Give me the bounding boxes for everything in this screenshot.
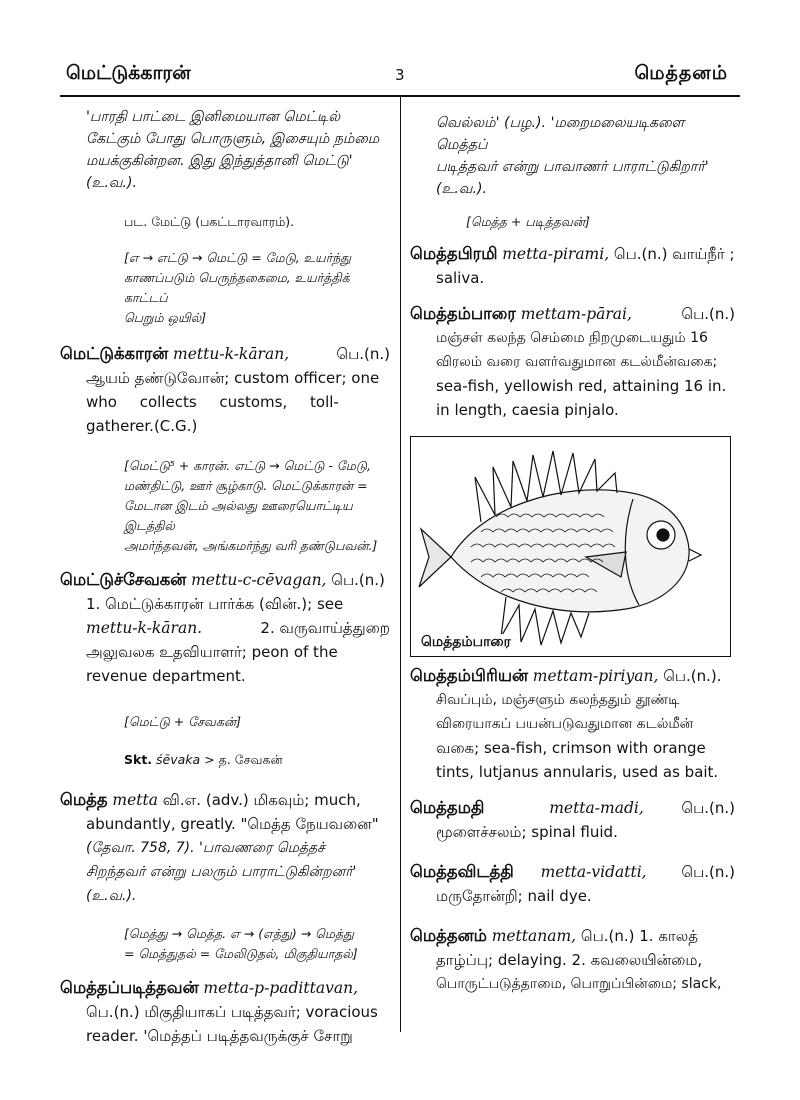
entry-line: in length, caesia pinjalo. xyxy=(436,401,619,419)
entry-line: விரலம் வரை வளர்வதுமான கடல்மீன்வகை; xyxy=(436,354,718,370)
entry-metta-madi xyxy=(410,796,735,844)
entry-headword: மெத்த xyxy=(60,790,108,809)
running-head-left: மெட்டுக்காரன் xyxy=(66,62,191,84)
entry-line: பெ.(n.) மிகுதியாகப் படித்தவர்; voracious xyxy=(86,1003,378,1021)
entry-line: gatherer.(C.G.) xyxy=(86,417,198,435)
entry-mettam-piriyan xyxy=(410,664,735,784)
entry-headword: மெத்தபிரமி xyxy=(410,244,498,263)
etym-line: அமர்ந்தவன், அங்கமர்ந்து வரி தண்டுபவன்.] xyxy=(124,538,378,553)
etym-line: மேடான இடம் அல்லது ஊரையொட்டிய இடத்தில் xyxy=(124,498,353,533)
etymology: [மெத்த + படித்தவன்] xyxy=(466,214,590,229)
entry-transliteration: metta-madi, xyxy=(549,799,644,817)
entry-pos: பெ.(n.) வாய்நீர் ; xyxy=(613,245,735,263)
entry-headword: மெட்டுச்சேவகன் xyxy=(60,570,187,589)
entry-transliteration: metta-vidatti, xyxy=(540,863,647,881)
fish-drawing xyxy=(411,437,730,656)
entry-headword: மெத்தவிடத்தி xyxy=(410,862,514,881)
etym-line: [மெத்து → மெத்த. எ → (எத்து) → மெத்து xyxy=(124,926,354,941)
entry-line: மருதோன்றி; nail dye. xyxy=(436,887,592,905)
etym-line: காணப்படும் பெருந்தகைமை, உயர்த்திக் காட்டப் xyxy=(124,270,350,305)
running-head-right: மெத்தனம் xyxy=(634,62,728,84)
entry-mettanam xyxy=(410,924,735,996)
entry-transliteration: mettu-k-kāran, xyxy=(173,345,290,363)
etymology xyxy=(60,248,390,328)
etym-line: மண்திட்டு, ஊர் சூழ்காடு. மெட்டுக்காரன் = xyxy=(124,478,368,493)
entry-line: 1. மெட்டுக்காரன் பார்க்க (வின்.); see xyxy=(86,595,344,613)
entry-line: abundantly, greatly. "மெத்த நேயவனை" xyxy=(86,815,379,833)
quote-line: 'பாரதி பாட்டை இனிமையான மெட்டில் xyxy=(86,109,341,125)
entry-line: தாழ்ப்பு; delaying. 2. கவலையின்மை, xyxy=(436,951,703,969)
quote-line: கேட்கும் போது பொருளும், இசையும் நம்மை xyxy=(86,131,380,147)
cross-reference: பட. மேட்டு (பகட்டாரவாரம்). xyxy=(124,214,295,229)
entry-transliteration: metta-p-padittavan, xyxy=(203,979,358,997)
entry-headword: மெட்டுக்காரன் xyxy=(60,344,169,363)
entry-pos: பெ.(n.) xyxy=(681,799,735,817)
quote-line: வெல்லம்' (பழ.). 'மறைமலையடிகளை மெத்தப் xyxy=(436,115,685,153)
entry-metta-vidatti xyxy=(410,860,735,908)
entry-pos: பெ.(n.) 1. காலத் xyxy=(580,927,698,945)
entry-line: ஆயம் தண்டுவோன்; custom officer; one xyxy=(86,369,380,387)
entry-line: மூளைச்சலம்; spinal fluid. xyxy=(436,823,618,841)
skt-tamil: > த. சேவகன் xyxy=(204,752,283,767)
entry-crossref: mettu-k-kāran. xyxy=(86,619,203,637)
etym-line: [மெட்டு⁵ + காரன். எட்டு → மெட்டு - மேடு, xyxy=(124,458,371,473)
entry-line: 2. வருவாய்த்துறை xyxy=(260,619,390,637)
entry-headword: மெத்தம்பிரியன் xyxy=(410,666,528,685)
entry-line: அலுவலக உதவியாளர்; peon of the xyxy=(86,643,338,661)
entry-pos: பெ.(n.) xyxy=(681,305,735,323)
right-column xyxy=(410,100,735,422)
entry-headword: மெத்தம்பாரை xyxy=(410,304,516,323)
entry-metta-p-padittavan xyxy=(60,976,390,1048)
entry-line: (தேவா. 758, 7). 'பாவணரை மெத்தச் xyxy=(86,840,325,856)
entry-mettu-c-cevagan xyxy=(60,568,390,688)
entry-line: sea-fish, yellowish red, attaining 16 in. xyxy=(436,377,727,395)
continued-quote xyxy=(410,112,735,200)
entry-transliteration: metta xyxy=(112,791,158,809)
sanskrit-origin xyxy=(60,750,390,770)
entry-line: revenue department. xyxy=(86,667,246,685)
quote-line: மயக்குகின்றன. இது இந்துத்தானி மெட்டு' xyxy=(86,153,353,169)
entry-transliteration: mettam-pārai, xyxy=(520,305,632,323)
entry-line: (உ.வ.). xyxy=(86,888,137,904)
entry-headword: மெத்தப்படித்தவன் xyxy=(60,978,199,997)
etymology: [மெட்டு + சேவகன்] xyxy=(124,714,241,729)
etymology xyxy=(60,456,390,556)
entry-pos: பெ.(n.) xyxy=(331,571,385,589)
entry-line: சிறந்தவர் என்று பலரும் பாராட்டுகின்றனர்' xyxy=(86,864,357,880)
skt-label: Skt. xyxy=(124,752,153,767)
entry-transliteration: metta-pirami, xyxy=(502,245,610,263)
entry-headword: மெத்தனம் xyxy=(410,926,487,945)
entry-mettu-k-karan xyxy=(60,342,390,438)
etym-line: பெறும் ஒயில்] xyxy=(124,310,207,325)
etym-line: = மெத்துதல் = மேலிடுதல், மிகுதியாதல்] xyxy=(124,946,358,961)
entry-transliteration: mettanam, xyxy=(491,927,577,945)
entry-line: வகை; sea-fish, crimson with orange xyxy=(436,739,706,757)
entry-metta-pirami xyxy=(410,242,735,290)
entry-pos: பெ.(n.) xyxy=(336,345,390,363)
entry-pos: பெ.(n.) xyxy=(681,863,735,881)
left-column xyxy=(60,100,390,1048)
entry-line: saliva. xyxy=(436,269,485,287)
entry-line: மஞ்சள் கலந்த செம்மை நிறமுடையதும் 16 xyxy=(436,330,708,346)
entry-mettam-parai xyxy=(410,302,735,422)
right-column-lower xyxy=(410,664,735,996)
figure-caption: மெத்தம்பாரை xyxy=(421,634,511,650)
entry-line: reader. 'மெத்தப் படித்தவருக்குச் சோறு xyxy=(86,1027,353,1045)
etym-line: [எ → எட்டு → மெட்டு = மேடு, உயர்ந்து xyxy=(124,250,352,265)
entry-transliteration: mettu-c-cēvagan, xyxy=(191,571,327,589)
column-divider xyxy=(400,97,401,1032)
fish-illustration xyxy=(410,436,731,657)
entry-metta xyxy=(60,788,390,908)
quote-block xyxy=(60,106,390,194)
entry-pos: பெ.(n.). xyxy=(663,667,722,685)
entry-transliteration: mettam-piriyan, xyxy=(532,667,659,685)
etymology xyxy=(60,924,390,964)
entry-line: விரையாகப் பயன்படுவதுமான கடல்மீன் xyxy=(436,716,694,732)
entry-line: tints, lutjanus annularis, used as bait. xyxy=(436,763,719,781)
quote-line: (உ.வ.). xyxy=(436,181,488,197)
entry-headword: மெத்தமதி xyxy=(410,798,485,817)
entry-line: பொருட்படுத்தாமை, பொறுப்பின்மை; slack, xyxy=(436,976,722,992)
entry-line: who collects customs, toll- xyxy=(86,393,339,411)
quote-line: படித்தவர் என்று பாவாணர் பாராட்டுகிறார்' xyxy=(436,159,709,175)
entry-pos: வி.எ. (adv.) மிகவும்; much, xyxy=(162,791,361,809)
quote-line: (உ.வ.). xyxy=(86,175,138,191)
skt-word: śēvaka xyxy=(156,752,201,767)
entry-line: சிவப்பும், மஞ்சளும் கலந்ததும் தூண்டி xyxy=(436,692,680,708)
page-number: 3 xyxy=(395,66,405,84)
